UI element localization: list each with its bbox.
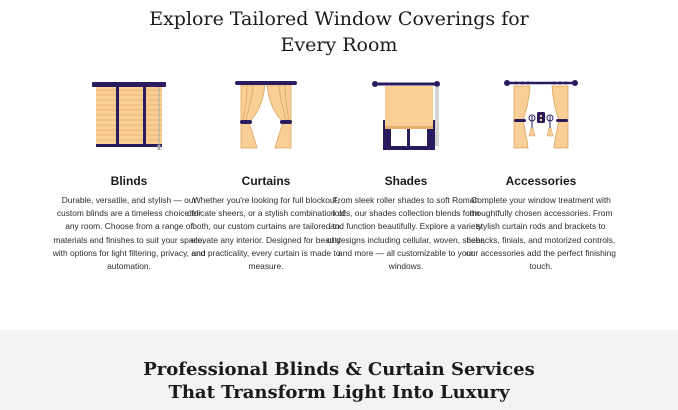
shades-icon (361, 78, 451, 154)
card-title: Accessories (505, 174, 577, 188)
card-title: Shades (384, 174, 428, 188)
services-heading-line2: That Transform Light Into Luxury (168, 382, 510, 403)
card-description: Complete your window treatment with thoughtfully chosen accessories. From stylish curtain rods and brackets to tiebacks, finials, and motorized controls, our accessories add the perfect finishing touch. (466, 195, 616, 272)
card-blinds[interactable] (49, 78, 209, 273)
card-accessories[interactable] (461, 78, 621, 273)
services-heading-line1: Professional Blinds & Curtain Services (143, 359, 535, 380)
curtains-icon (221, 78, 311, 154)
section-heading (0, 6, 678, 58)
card-curtains[interactable] (186, 78, 346, 273)
services-heading (0, 358, 678, 404)
card-title: Blinds (110, 174, 148, 188)
section-heading-line2: Every Room (280, 34, 398, 56)
card-description: From sleek roller shades to soft Roman folds, our shades collection blends form and function beautifully. Explore a variety of designs including cellular, woven, sheer, and more — all customizable to your windows. (326, 195, 486, 272)
services-section (0, 330, 678, 410)
accessories-icon (496, 78, 586, 154)
card-title: Curtains (241, 174, 291, 188)
card-description: Durable, versatile, and stylish — our custom blinds are a timeless choice for any room. Choose from a range of materials and finishes to suit your space, with options for light filtering, privacy, and automation. (52, 195, 206, 272)
product-cards (0, 78, 678, 328)
section-heading-line1: Explore Tailored Window Coverings for (149, 8, 529, 30)
blinds-icon (84, 78, 174, 154)
card-description: Whether you're looking for full blockout, delicate sheers, or a stylish combination of both, our custom curtains are tailored to elevate any interior. Designed for beauty and practicality, every curtain is made to measure. (187, 195, 345, 272)
